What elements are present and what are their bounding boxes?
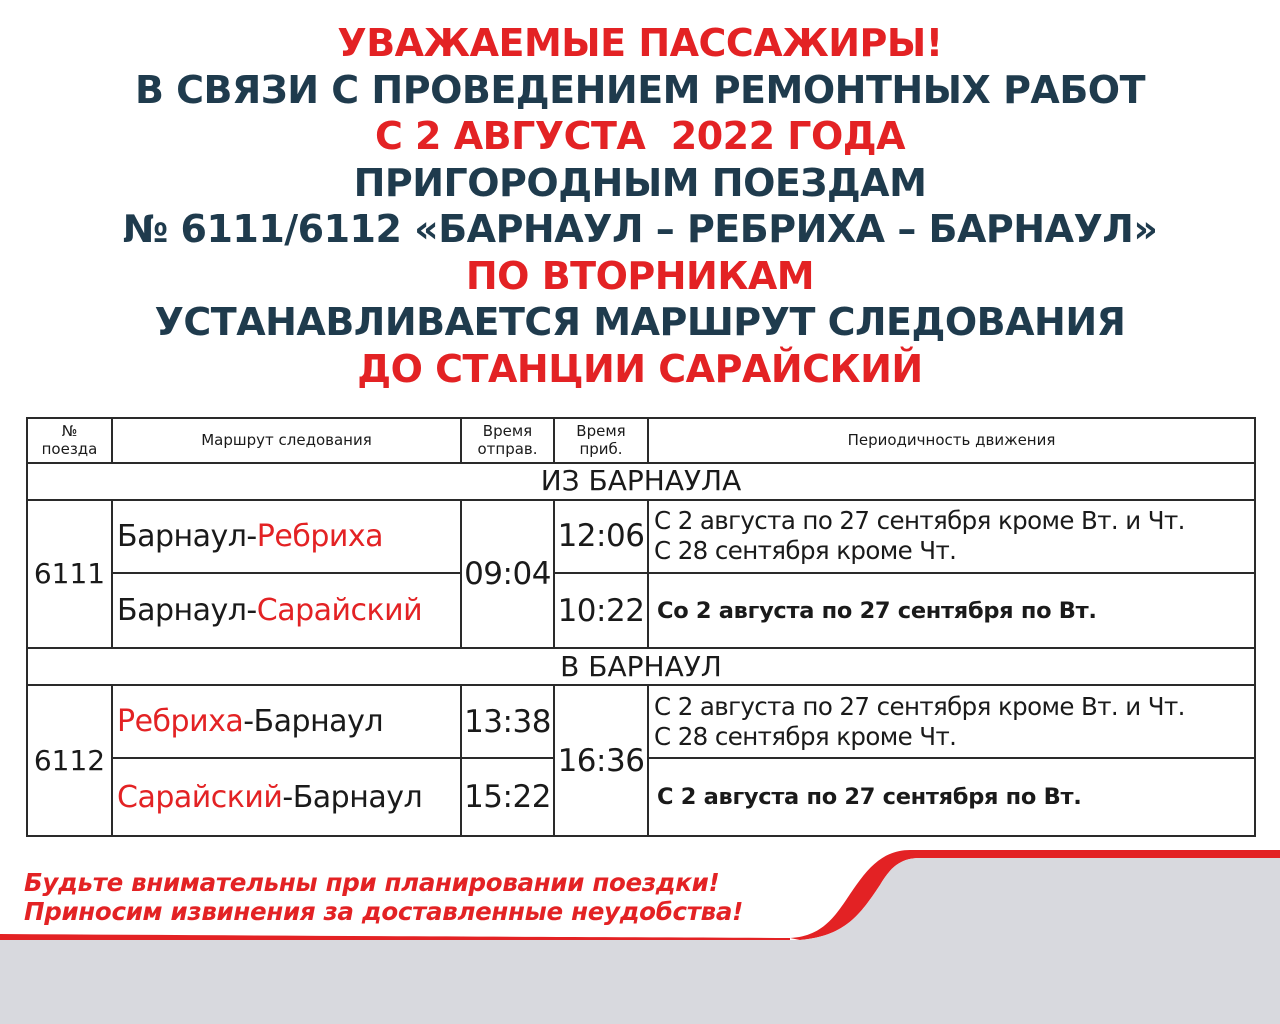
departure-time: 09:04: [461, 500, 554, 649]
period-cell: С 2 августа по 27 сентября кроме Вт. и Чт. С 28 сентября кроме Чт.: [648, 500, 1255, 573]
table-row: [27, 573, 1255, 648]
schedule-table: [26, 417, 1256, 837]
headline-line-7: УСТАНАВЛИВАЕТСЯ МАРШРУТ СЛЕДОВАНИЯ: [154, 300, 1126, 344]
departure-time: 13:38: [461, 685, 554, 758]
arrival-time: 16:36: [554, 685, 648, 836]
period-cell: С 2 августа по 27 сентября по Вт.: [648, 758, 1255, 836]
header-train-no: № поезда: [27, 418, 112, 463]
section-row-from: [27, 463, 1255, 500]
footer-notice: [24, 868, 743, 926]
header-period: Периодичность движения: [648, 418, 1255, 463]
route-cell: Ребриха-Барнаул: [112, 685, 461, 758]
section-to-barnaul: В БАРНАУЛ: [27, 648, 1255, 685]
train-number: 6111: [27, 500, 112, 649]
headline-line-5: № 6111/6112 «БАРНАУЛ – РЕБРИХА – БАРНАУЛ»: [122, 207, 1158, 251]
header-departure: Время отправ.: [461, 418, 554, 463]
footer-line-2: Приносим извинения за доставленные неудобства!: [24, 897, 743, 926]
period-cell: Со 2 августа по 27 сентября по Вт.: [648, 573, 1255, 648]
footer-line-1: Будьте внимательны при планировании поездки!: [24, 868, 720, 897]
table-row: [27, 685, 1255, 758]
headline-line-8: ДО СТАНЦИИ САРАЙСКИЙ: [357, 346, 923, 391]
section-row-to: [27, 648, 1255, 685]
headline-line-2: В СВЯЗИ С ПРОВЕДЕНИЕМ РЕМОНТНЫХ РАБОТ: [134, 67, 1146, 112]
headline-line-3: С 2 АВГУСТА 2022 ГОДА: [374, 114, 906, 158]
table-row: [27, 500, 1255, 573]
route-cell: Барнаул-Ребриха: [112, 500, 461, 573]
train-number: 6112: [27, 685, 112, 836]
route-cell: Сарайский-Барнаул: [112, 758, 461, 836]
period-cell: С 2 августа по 27 сентября кроме Вт. и Чт. С 28 сентября кроме Чт.: [648, 685, 1255, 758]
arrival-time: 12:06: [554, 500, 648, 573]
section-from-barnaul: ИЗ БАРНАУЛА: [27, 463, 1255, 500]
arrival-time: 10:22: [554, 573, 648, 648]
header-route: Маршрут следования: [112, 418, 461, 463]
headline-line-1: УВАЖАЕМЫЕ ПАССАЖИРЫ!: [337, 21, 943, 65]
header-arrival: Время приб.: [554, 418, 648, 463]
headline-line-6: ПО ВТОРНИКАМ: [465, 253, 815, 298]
table-header-row: [27, 418, 1255, 463]
headline: [0, 20, 1280, 392]
route-cell: Барнаул-Сарайский: [112, 573, 461, 648]
headline-line-4: ПРИГОРОДНЫМ ПОЕЗДАМ: [353, 160, 927, 205]
departure-time: 15:22: [461, 758, 554, 836]
